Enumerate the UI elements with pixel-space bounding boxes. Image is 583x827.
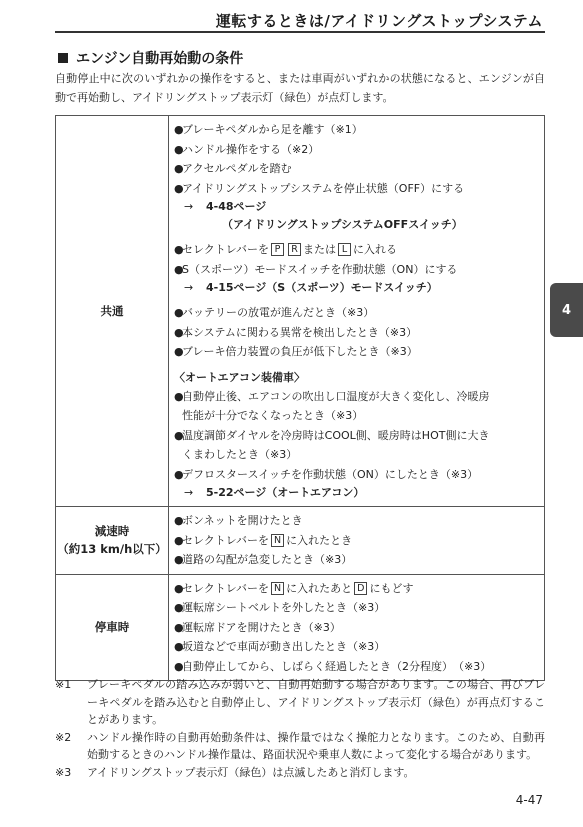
list-item: ●ハンドル操作をする（※2） [174, 142, 320, 156]
footnote: ※2 ハンドル操作時の自動再始動条件は、操作量ではなく操舵力となります。このため、自動再始動するときのハンドル操作量は、路面状況や乗車人数によって変化する場合があります。 [55, 730, 545, 761]
header-divider [55, 31, 545, 33]
page-reference-title: （アイドリングストップシステムOFFスイッチ） [222, 218, 463, 231]
list-item-continued: 性能が十分でなくなったとき（※3） [182, 409, 364, 422]
category-deceleration: 減速時 （約13 km/h以下） [56, 507, 169, 575]
footnotes [55, 676, 545, 781]
stop-conditions [169, 574, 545, 681]
selector-key-n: N [271, 534, 284, 547]
list-item: ●デフロスタースイッチを作動状態（ON）にしたとき（※3） [174, 467, 479, 481]
footnote: ※3 アイドリングストップ表示灯（緑色）は点滅したあと消灯します。 [55, 765, 415, 779]
table-row-stop [56, 574, 545, 681]
list-item: ●自動停止してから、しばらく経過したとき（2分程度） （※3） [174, 659, 492, 673]
list-item: ●セレクトレバーを P R または L に入れる [174, 243, 398, 256]
table-row-common [56, 116, 545, 507]
list-item-continued: くまわしたとき（※3） [182, 448, 298, 461]
list-item: ●温度調節ダイヤルを冷房時はCOOL側、暖房時はHOT側に大き [174, 428, 490, 442]
list-item: ●運転席シートベルトを外したとき（※3） [174, 601, 386, 614]
list-item: ●セレクトレバーを N に入れたとき [174, 533, 353, 547]
page-reference: → 4-15ページ（S（スポーツ）モードスイッチ） [184, 281, 438, 294]
list-item: ●自動停止後、エアコンの吹出し口温度が大きく変化し、冷暖房 [174, 389, 490, 403]
selector-key-l: L [338, 243, 351, 256]
section-heading [58, 48, 243, 68]
subheading-auto-ac: 〈オートエアコン装備車〉 [174, 370, 306, 384]
list-item: ●バッテリーの放電が進んだとき（※3） [174, 306, 375, 319]
category-stopped: 停車時 [56, 574, 169, 681]
page-reference: → 5-22ページ（オートエアコン） [184, 486, 365, 499]
list-item: ●ブレーキ倍力装置の負圧が低下したとき（※3） [174, 345, 418, 358]
footnote: ※1 ブレーキペダルの踏み込みが弱いと、自動再始動する場合があります。この場合、再びブレーキペダルを踏み込むと自動停止し、アイドリングストップ表示灯（緑色）が再点灯することがあります。 [55, 678, 545, 726]
selector-key-d: D [354, 582, 367, 595]
list-item: ●アクセルペダルを踏む [174, 162, 292, 175]
section-heading-text: エンジン自動再始動の条件 [76, 51, 244, 67]
page-reference: → 4-48ページ [184, 200, 267, 213]
page-header-title: 運転するときは/アイドリングストップシステム [215, 12, 543, 30]
list-item: ●運転席ドアを開けたとき（※3） [174, 620, 341, 634]
decel-conditions [169, 507, 545, 575]
list-item: ●アイドリングストップシステムを停止状態（OFF）にする [174, 181, 465, 195]
chapter-tab[interactable]: 4 [550, 283, 583, 337]
list-item: ●坂道などで車両が動き出したとき（※3） [174, 640, 386, 653]
common-conditions [169, 116, 545, 507]
page-number: 4-47 [515, 793, 543, 807]
section-intro: 自動停止中に次のいずれかの操作をすると、または車両がいずれかの状態になると、エンジンが自動で再始動し、アイドリングストップ表示灯（緑色）が点灯します。 [55, 72, 545, 104]
list-item: ●S（スポーツ）モードスイッチを作動状態（ON）にする [174, 262, 458, 276]
conditions-table [55, 115, 545, 681]
list-item: ●本システムに関わる異常を検出したとき（※3） [174, 325, 418, 339]
selector-key-n: N [271, 582, 284, 595]
list-item: ●道路の勾配が急変したとき（※3） [174, 553, 353, 566]
list-item: ●ボンネットを開けたとき [174, 514, 303, 527]
list-item: ●ブレーキペダルから足を離す（※1） [174, 123, 363, 136]
selector-key-r: R [288, 243, 301, 256]
square-bullet-icon [58, 53, 68, 63]
selector-key-p: P [271, 243, 284, 256]
category-common: 共通 [56, 116, 169, 507]
list-item: ●セレクトレバーを N に入れたあと D にもどす [174, 581, 414, 595]
table-row-decel [56, 507, 545, 575]
